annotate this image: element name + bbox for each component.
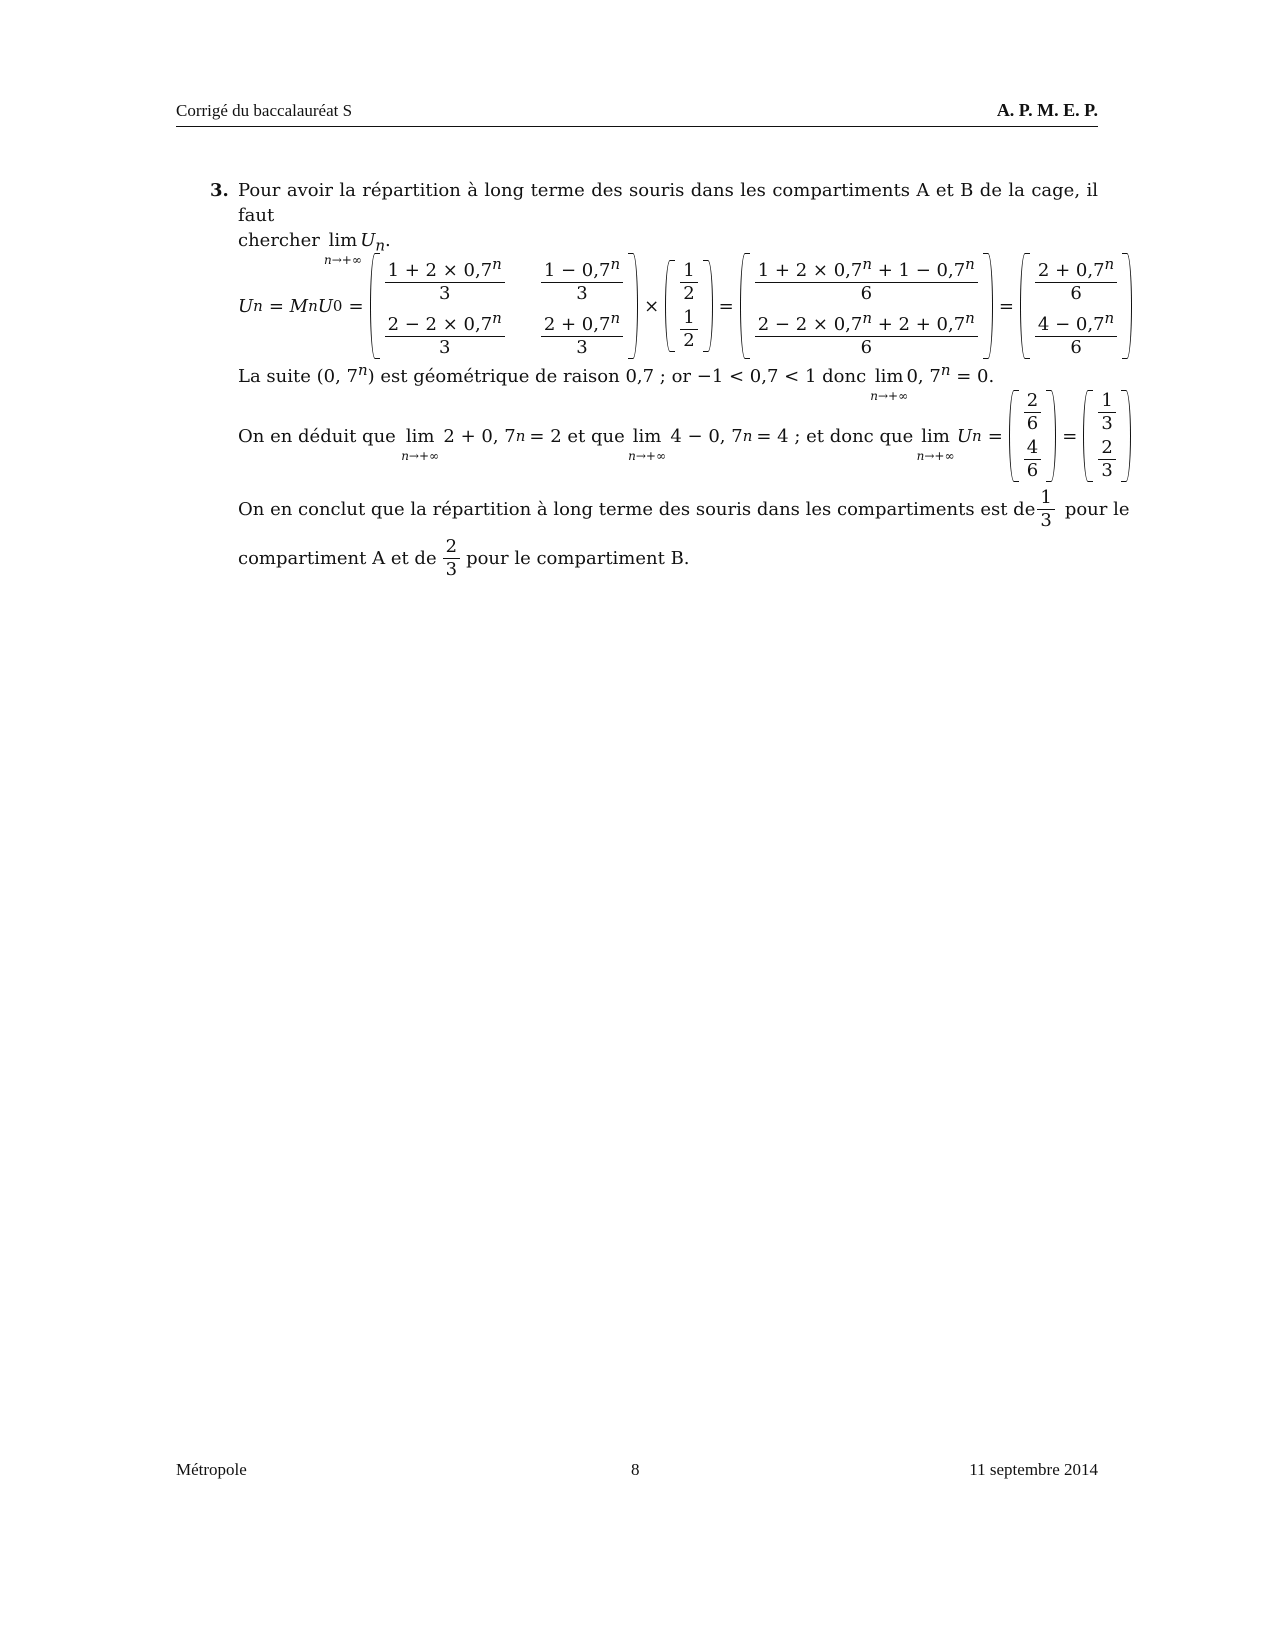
para1-line1	[238, 178, 1098, 228]
limit-operator	[323, 228, 362, 267]
right-paren	[1046, 390, 1056, 482]
lim-subscript: n→+∞	[323, 253, 362, 267]
right-paren	[983, 253, 993, 359]
header-title: Corrigé du baccalauréat S	[176, 101, 353, 120]
header-org: A. P. M. E. P.	[996, 100, 1098, 120]
limit-expr-1: 2 + 0, 7	[443, 425, 516, 447]
m12-fraction: $\frac{1 - 0,7^n}{3}$	[541, 253, 623, 305]
simplified-row1: $\frac{2 + 0,7^n}{6}$	[1035, 253, 1117, 305]
eq-u0: U	[317, 295, 333, 317]
u0-row2: $\frac{1}{2}$	[680, 307, 697, 352]
para2-result: = 0.	[950, 366, 995, 387]
matrix-equation	[238, 255, 1115, 358]
equals-sign: =	[987, 425, 1003, 447]
right-paren	[1122, 253, 1132, 359]
para3: On en déduit que lim n→+∞ 2 + 0, 7 n = 2 et que lim n→+∞ 4 − 0, 7 n = 4 ; et donc que lim n→+∞ U n = $\frac{2}{6}$ $\frac{4}{6}$ = $\frac{1}{3}$ $\frac{2}{3}$	[238, 388, 1098, 484]
para4-text-b: pour le compartiment B.	[466, 547, 690, 569]
n-exponent: n	[357, 361, 368, 379]
limit-result-2: = 4 ; et donc que	[756, 425, 914, 447]
fraction-two-thirds: $\frac{2}{3}$	[443, 536, 460, 581]
para2-text-b: ) est géométrique de raison 0,7 ; or −1 < 0,7 < 1 donc	[367, 366, 867, 387]
left-paren	[1009, 390, 1019, 482]
eq-lhs-sub: n	[253, 296, 263, 315]
footer-date: 11 septembre 2014	[969, 1460, 1098, 1479]
equals-sign: =	[718, 295, 734, 317]
para4-line2	[238, 534, 1098, 582]
item-number: 3.	[210, 180, 229, 201]
m22-fraction: $\frac{2 + 0,7^n}{3}$	[541, 307, 623, 359]
matrix-m-power	[370, 253, 639, 359]
page-number: 8	[631, 1460, 640, 1479]
sixths-row1: $\frac{2}{6}$	[1024, 390, 1041, 435]
para2-expr: 0, 7	[906, 366, 941, 387]
para4-text: On en conclut que la répartition à long terme des souris dans les compartiments est de	[238, 498, 1036, 520]
times-sign: ×	[644, 295, 660, 317]
limit-operator: lim n→+∞	[870, 366, 909, 403]
product-row2: $\frac{2 - 2 \times 0,7^n + 2 + 0,7^n}{6}$	[755, 307, 978, 359]
vector-u0	[665, 260, 712, 352]
right-paren	[628, 253, 638, 359]
period: .	[385, 230, 391, 251]
para1-line1-text: Pour avoir la répartition à long terme des souris dans les compartiments A et B de la cage, il faut	[238, 180, 1098, 226]
n-subscript: n	[375, 236, 386, 255]
eq-u0-sub: 0	[332, 296, 343, 315]
footer-location: Métropole	[176, 1460, 247, 1479]
thirds-row1: $\frac{1}{3}$	[1098, 390, 1115, 435]
left-paren	[665, 260, 675, 352]
limit-vector-thirds	[1083, 390, 1130, 482]
para2: La suite (0, 7$^n$) est géométrique de raison 0,7 ; or −1 < 0,7 < 1 donc lim n→+∞ 0, $7^n = 0$.	[238, 361, 995, 403]
u0-row1: $\frac{1}{2}$	[680, 260, 697, 305]
lim-word: lim	[328, 230, 358, 251]
limit-expr-2: 4 − 0, 7	[670, 425, 743, 447]
para3-text: On en déduit que	[238, 425, 396, 447]
para4-text-a: compartiment A et de	[238, 547, 437, 569]
vector-simplified	[1020, 253, 1132, 359]
right-paren	[1121, 390, 1131, 482]
simplified-row2: $\frac{4 - 0,7^n}{6}$	[1035, 307, 1117, 359]
limit-vector-sixths	[1009, 390, 1056, 482]
equals-sign: =	[998, 295, 1014, 317]
left-paren	[1020, 253, 1030, 359]
left-paren	[1083, 390, 1093, 482]
para4-pour-le: pour le	[1064, 498, 1130, 520]
eq-lhs: U	[238, 295, 254, 317]
limit-result-1: = 2 et que	[529, 425, 625, 447]
limit-operator: lim n→+∞	[916, 425, 955, 463]
para4-line1	[238, 484, 1130, 534]
equals-sign: =	[1062, 425, 1078, 447]
eq-m-exp: n	[308, 296, 318, 315]
sixths-row2: $\frac{4}{6}$	[1024, 437, 1041, 482]
fraction-one-third: $\frac{1}{3}$	[1037, 487, 1054, 532]
equals-sign: =	[348, 295, 364, 317]
m21-fraction: $\frac{2 - 2 \times 0,7^n}{3}$	[385, 307, 505, 359]
page-header	[176, 98, 1098, 127]
product-row1: $\frac{1 + 2 \times 0,7^n + 1 - 0,7^n}{6}$	[755, 253, 978, 305]
right-paren	[703, 260, 713, 352]
eq-m: = M	[268, 295, 309, 317]
limit-operator: lim n→+∞	[401, 425, 440, 463]
vector-product	[740, 253, 993, 359]
left-paren	[740, 253, 750, 359]
m11-fraction: $\frac{1 + 2 \times 0,7^n}{3}$	[385, 253, 505, 305]
limit-operator: lim n→+∞	[628, 425, 666, 463]
u-symbol: U	[360, 230, 376, 251]
para1-chercher: chercher	[238, 230, 320, 251]
solution-body	[238, 178, 1130, 582]
para2-text-a: La suite (0, 7	[238, 366, 358, 387]
thirds-row2: $\frac{2}{3}$	[1098, 437, 1115, 482]
u-symbol: U	[956, 425, 973, 447]
left-paren	[370, 253, 380, 359]
